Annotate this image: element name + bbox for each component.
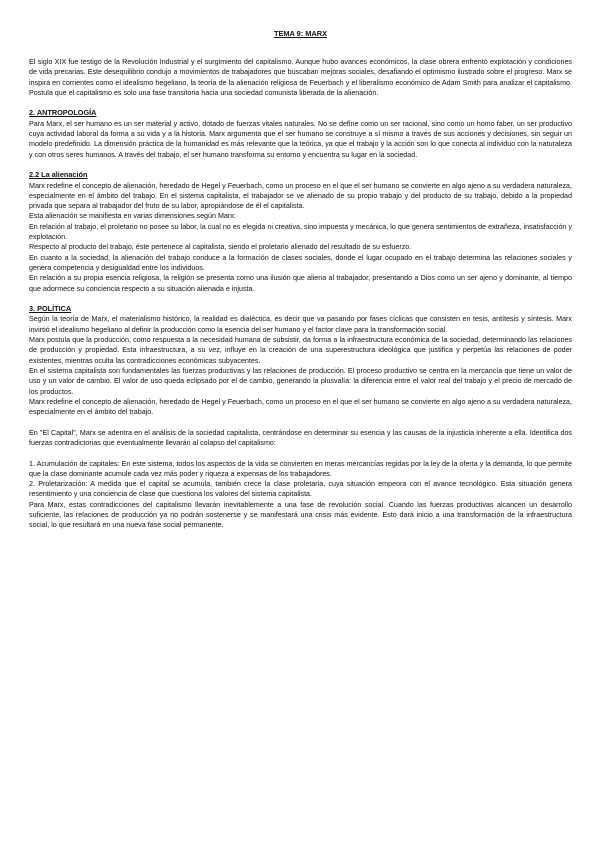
alienacion-paragraph: Respecto al producto del trabajo, éste pertenece al capitalista, siendo el proletario alienado del resultado de su esfuerzo. (29, 243, 412, 252)
section-heading-antropologia: 2. ANTROPOLOGÍA (29, 108, 97, 118)
intro-paragraph: El siglo XIX fue testigo de la Revolución Industrial y el surgimiento del capitalismo. Aunque hubo avances económicos, la clase obrera enfrentó explotación y condiciones de vida precarias. Este desequilibrio condujo a movimientos de trabajadores que buscaban mejoras sociales, desafiando el optimismo ilustrado sobre el progreso. Marx se inspira en corrientes como el idealismo hegeliano, la teoría de la alienación religiosa de Feuerbach y el liberalismo económico de Adam Smith para analizar el capitalismo. Postula que el capitalismo es solo una fase transitoria hacia una sociedad comunista liberada de la alienación. (29, 58, 572, 97)
section-heading-politica: 3. POLÍTICA (29, 304, 72, 314)
section-heading-alienacion: 2.2 La alienación (29, 170, 88, 180)
politica-paragraph: En el sistema capitalista son fundamentales las fuerzas productivas y las relaciones de producción. El proceso productivo se centra en la mercancía que tiene un valor de uso y un valor de cambio. El valor de uso queda eclipsado por el de cambio, generando la plusvalía: la diferencia entre el valor real del trabajo y el precio de mercado de los productos. (29, 366, 572, 396)
alienacion-paragraph: En relación al trabajo, el proletario no posee su labor, la cual no es elegida ni creativa, sino impuesta y mecánica, lo que genera sentimientos de extrañeza, insatisfacción y explotación. (29, 222, 572, 242)
capital-intro-paragraph: En "El Capital", Marx se adentra en el análisis de la sociedad capitalista, centrándose en determinar su esencia y las causas de la injusticia inherente a ella. Identifica dos fuerzas contradictorias que eventualmente llevarán al colapso del capitalismo: (29, 428, 572, 447)
antropologia-paragraph: Para Marx, el ser humano es un ser material y activo, dotado de fuerzas vitales naturales. No se define como un ser racional, sino como un homo faber, un ser productivo cuya actividad laboral da forma a su vida y a la historia. Marx argumenta que el ser humano se construye a sí mismo a través de sus acciones y decisiones, sin seguir un modelo predefinido. La dimensión práctica de la humanidad es más relevante que la teórica, ya que el trabajo y la acción son lo que conecta al individuo con la naturaleza y con otros seres humanos. A través del trabajo, el ser humano transforma su entorno y encuentra su lugar en la sociedad. (29, 119, 572, 159)
document-body (29, 57, 572, 531)
politica-paragraph: Según la teoría de Marx, el materialismo histórico, la realidad es dialéctica, es decir que va pasando por fases cíclicas que consisten en tesis, antítesis y síntesis. Marx invirtió el idealismo hegeliano al definir la producción como la esencia del ser humano y el factor clave para la transformación social. (29, 315, 572, 334)
page-title: TEMA 9: MARX (273, 29, 328, 38)
alienacion-paragraph: Marx redefine el concepto de alienación, heredado de Hegel y Feuerbach, como un proceso en el que el ser humano se convierte en algo ajeno a su verdadera naturaleza, especialmente en el ámbito del trabajo. En el sistema capitalista, el trabajador se ve alienado de su propio trabajo y del producto de su trabajo, debido a la propiedad privada que separa al trabajador del fruto de su labor, apropiándose de él el capitalista. (29, 181, 572, 211)
capital-list-item: 1. Acumulación de capitales: En este sistema, todos los aspectos de la vida se convierten en meras mercancías regidas por la ley de la oferta y la demanda, lo que permite que la clase dominante acumule cada vez más poder y riqueza a expensas de los trabajadores. (29, 459, 572, 478)
capital-list-item: 2. Proletarización: A medida que el capital se acumula, también crece la clase proletaria, cuya situación empeora con el avance tecnológico. Esta situación genera resentimiento y una conciencia de clase que cuestiona los valores del sistema capitalista. (29, 480, 572, 499)
alienacion-paragraph: Esta alienación se manifiesta en varias dimensiones según Marx: (29, 212, 236, 221)
alienacion-paragraph: En relación a su propia esencia religiosa, la religión se presenta como una ilusión que aliena al trabajador, presentando a Dios como un ser ajeno y dominante, al tiempo que adormece su conciencia respecto a su situación alienada e injusta. (29, 274, 572, 293)
capital-conclusion-paragraph: Para Marx, estas contradicciones del capitalismo llevarán inevitablemente a una fase de revolución social. Cuando las fuerzas productivas alcancen un desarrollo suficiente, las relaciones de producción ya no podrán sostenerse y se manifestará una crisis más evidente. Esto dará inicio a una transformación de la infraestructura social, lo que resultará en una nueva fase social permanente. (29, 500, 572, 530)
alienacion-paragraph: En cuanto a la sociedad, la alienación del trabajo conduce a la formación de clases sociales, donde el lugar ocupado en el trabajo determina las relaciones sociales y genera competencia y desigualdad entre los individuos. (29, 253, 572, 272)
politica-paragraph: Marx redefine el concepto de alienación, heredado de Hegel y Feuerbach, como un proceso en el que el ser humano se convierte en algo ajeno a su verdadera naturaleza, especialmente en el ámbito del trabajo. (29, 397, 572, 417)
politica-paragraph: Marx postula que la producción, como respuesta a la necesidad humana de subsistir, da forma a la infraestructura económica de la sociedad, determinando las relaciones de producción y propiedad. Esta infraestructura, a su vez, influye en la creación de una superestructura ideológica que justifica y perpetúa las relaciones de poder existentes, mientras oculta las contradicciones económicas subyacentes. (29, 336, 572, 365)
